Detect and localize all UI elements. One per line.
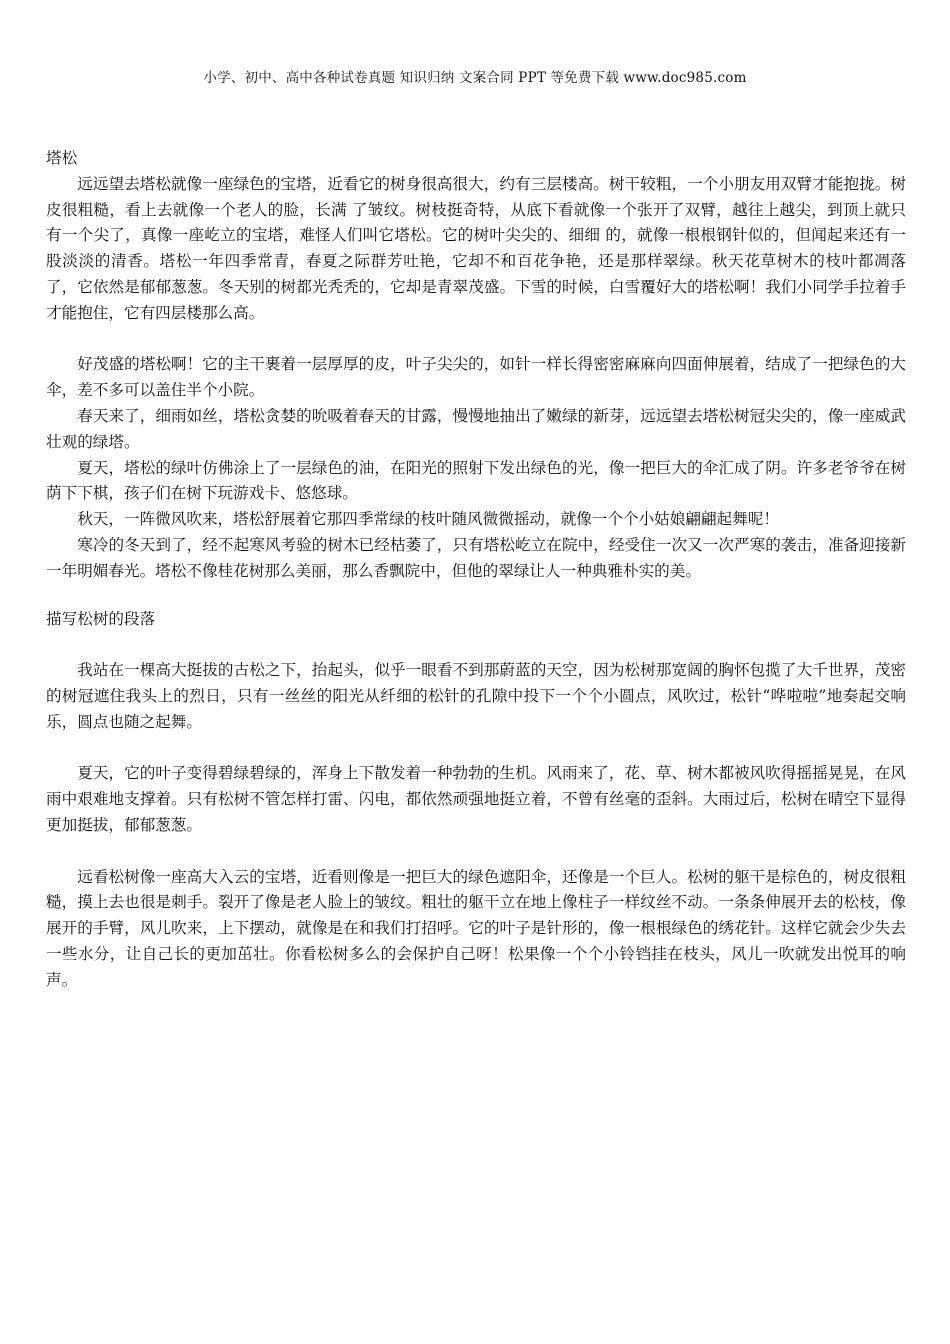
paragraph: 夏天，塔松的绿叶仿佛涂上了一层绿色的油，在阳光的照射下发出绿色的光，像一把巨大的伞汇成了阴。许多老爷爷在树荫下下棋，孩子们在树下玩游戏卡、悠悠球。 [46,458,906,503]
paragraph: 好茂盛的塔松啊！它的主干裹着一层厚厚的皮，叶子尖尖的，如针一样长得密密麻麻向四面伸展着，结成了一把绿色的大伞，差不多可以盖住半个小院。 [46,355,906,400]
paragraph-spacer [46,839,906,865]
paragraph: 寒冷的冬天到了，经不起寒风考验的树木已经枯萎了，只有塔松屹立在院中，经受住一次又一次严寒的袭击，准备迎接新一年明媚春光。塔松不像桂花树那么美丽，那么香飘院中，但他的翠绿让人一种典雅朴实的美。 [46,535,906,580]
section-title-pine-paragraphs: 描写松树的段落 [46,609,156,628]
document-body [46,146,906,994]
paragraph: 远看松树像一座高大入云的宝塔，近看则像是一把巨大的绿色遮阳伞，还像是一个巨人。松树的躯干是棕色的，树皮很粗糙，摸上去也很是刺手。裂开了像是老人脸上的皱纹。粗壮的躯干立在地上像柱子一样纹丝不动。一条条伸展开去的松枝，像展开的手臂，风儿吹来，上下摆动，就像是在和我们打招呼。它的叶子是针形的，像一根根绿色的绣花针。这样它就会少失去一些水分，让自己长的更加茁壮。你看松树多么的会保护自己呀！松果像一个个小铃铛挂在枝头，风儿一吹就发出悦耳的响声。 [46,867,906,989]
paragraph: 我站在一棵高大挺拔的古松之下，抬起头，似乎一眼看不到那蔚蓝的天空，因为松树那宽阔的胸怀包揽了大千世界，茂密的树冠遮住我头上的烈日，只有一丝丝的阳光从纤细的松针的孔隙中投下一个个小圆点，风吹过，松针“哗啦啦”地奏起交响乐，圆点也随之起舞。 [46,661,906,731]
page-header: 小学、初中、高中各种试卷真题 知识归纳 文案合同 PPT 等免费下载 www.doc985.com [203,70,747,86]
paragraph: 夏天，它的叶子变得碧绿碧绿的，浑身上下散发着一种勃勃的生机。风雨来了，花、草、树木都被风吹得摇摇晃晃，在风雨中艰难地支撑着。只有松树不管怎样打雷、闪电，都依然顽强地挺立着，不曾有丝毫的歪斜。大雨过后，松树在晴空下显得更加挺拔，郁郁葱葱。 [46,764,906,834]
paragraph-spacer [46,327,906,353]
paragraph-spacer [46,736,906,762]
paragraph: 秋天，一阵微风吹来，塔松舒展着它那四季常绿的枝叶随风微微摇动，就像一个个小姑娘翩翩起舞呢！ [77,510,779,529]
paragraph: 春天来了，细雨如丝，塔松贪婪的吮吸着春天的甘露，慢慢地抽出了嫩绿的新芽，远远望去塔松树冠尖尖的，像一座威武壮观的绿塔。 [46,406,906,451]
paragraph-spacer [46,585,906,607]
paragraph-spacer [46,632,906,658]
paragraph: 远远望去塔松就像一座绿色的宝塔，近看它的树身很高很大，约有三层楼高。树干较粗，一个小朋友用双臂才能抱拢。树皮很粗糙，看上去就像一个老人的脸，长满 了皱纹。树枝挺奇特，从底下看就像一个张开了双臂，越往上越尖，到顶上就只有一个尖了，真像一座屹立的宝塔，难怪人们叫它塔松。它的树叶尖尖的、细细 的，就像一根根钢针似的，但闻起来还有一股淡淡的清香。塔松一年四季常青，春夏之际群芳吐艳，它却不和百花争艳，还是那样翠绿。秋天花草树木的枝叶都凋落 了，它依然是郁郁葱葱。冬天别的树都光秃秃的，它却是青翠茂盛。下雪的时候，白雪覆好大的塔松啊！我们小同学手拉着手才能抱住，它有四层楼那么高。 [46,174,906,322]
section-title-tasong: 塔松 [46,149,78,167]
